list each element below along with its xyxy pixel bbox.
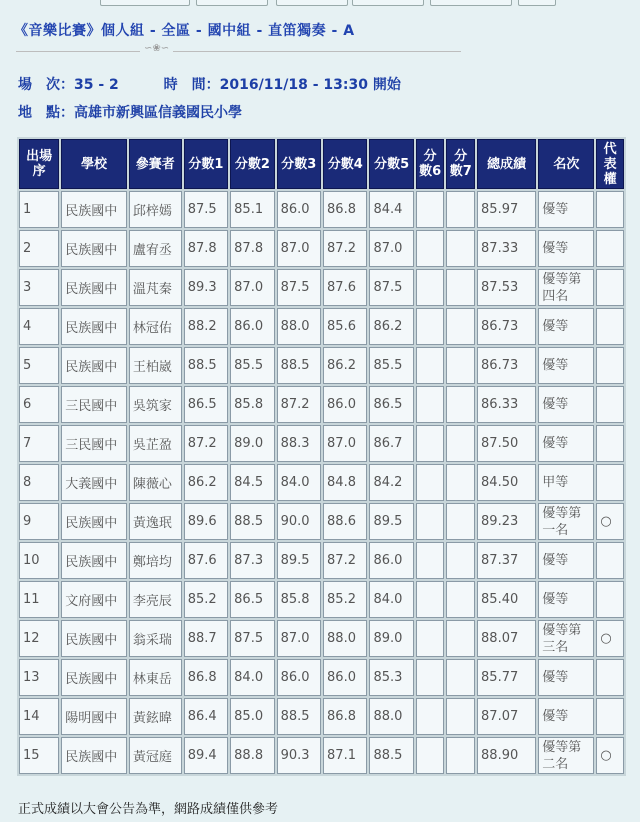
score4-cell: 85.2 [323,581,367,618]
rep-cell: ○ [596,503,624,540]
total-cell: 85.97 [477,191,536,228]
score2-cell: 86.5 [230,581,274,618]
rank-cell: 優等第 二名 [538,737,594,774]
score7-cell [446,464,475,501]
seq-cell: 11 [19,581,59,618]
header-score6: 分 數6 [416,139,445,189]
score7-cell [446,542,475,579]
total-cell: 89.23 [477,503,536,540]
school-cell: 三民國中 [61,386,127,423]
total-cell: 88.90 [477,737,536,774]
score5-cell: 88.5 [369,737,413,774]
page-title: 《音樂比賽》個人組 - 全區 - 國中組 - 直笛獨奏 - A [14,23,355,39]
score6-cell [416,191,445,228]
score3-cell: 87.2 [277,386,321,423]
score3-cell: 87.0 [277,230,321,267]
score1-cell: 87.8 [184,230,228,267]
score6-cell [416,581,445,618]
score6-cell [416,698,445,735]
header-score7: 分 數7 [446,139,475,189]
score4-cell: 87.6 [323,269,367,306]
rank-cell: 優等 [538,425,594,462]
rep-cell: ○ [596,737,624,774]
score3-cell: 88.5 [277,347,321,384]
seq-cell: 10 [19,542,59,579]
table-row [19,542,624,579]
score1-cell: 89.6 [184,503,228,540]
name-cell: 溫芃秦 [129,269,182,306]
rank-cell: 優等 [538,698,594,735]
rank-cell: 優等 [538,659,594,696]
name-cell: 林東岳 [129,659,182,696]
top-tab[interactable] [100,0,190,6]
table-row [19,308,624,345]
school-cell: 三民國中 [61,425,127,462]
top-tab[interactable] [518,0,556,6]
score6-cell [416,659,445,696]
score7-cell [446,698,475,735]
table-row [19,659,624,696]
score2-cell: 89.0 [230,425,274,462]
header-score4: 分數4 [323,139,367,189]
score2-cell: 86.0 [230,308,274,345]
school-cell: 民族國中 [61,620,127,657]
score5-cell: 85.5 [369,347,413,384]
score2-cell: 84.5 [230,464,274,501]
rep-cell [596,191,624,228]
rep-cell [596,581,624,618]
seq-cell: 14 [19,698,59,735]
header-name: 參賽者 [129,139,182,189]
top-tab-strip [0,0,640,8]
score6-cell [416,464,445,501]
score2-cell: 84.0 [230,659,274,696]
score1-cell: 86.5 [184,386,228,423]
score6-cell [416,308,445,345]
name-cell: 王柏崴 [129,347,182,384]
header-score1: 分數1 [184,139,228,189]
score7-cell [446,191,475,228]
rep-cell [596,269,624,306]
seq-cell: 8 [19,464,59,501]
header-score5: 分數5 [369,139,413,189]
rank-cell: 優等 [538,581,594,618]
score7-cell [446,581,475,618]
score2-cell: 85.5 [230,347,274,384]
score5-cell: 85.3 [369,659,413,696]
score4-cell: 88.0 [323,620,367,657]
rank-cell: 優等 [538,542,594,579]
rep-cell [596,230,624,267]
rank-cell: 甲等 [538,464,594,501]
name-cell: 吳芷盈 [129,425,182,462]
score2-cell: 87.8 [230,230,274,267]
school-cell: 民族國中 [61,191,127,228]
score7-cell [446,269,475,306]
score7-cell [446,503,475,540]
divider-ornament: ∽❀∽ [140,43,173,54]
score5-cell: 84.2 [369,464,413,501]
seq-cell: 1 [19,191,59,228]
score5-cell: 86.5 [369,386,413,423]
header-rep: 代 表 權 [596,139,624,189]
name-cell: 黃冠庭 [129,737,182,774]
name-cell: 黃逸珉 [129,503,182,540]
score2-cell: 85.8 [230,386,274,423]
score7-cell [446,308,475,345]
results-table [17,137,626,776]
total-cell: 88.07 [477,620,536,657]
school-cell: 陽明國中 [61,698,127,735]
top-tab[interactable] [352,0,424,6]
total-cell: 87.07 [477,698,536,735]
header-score2: 分數2 [230,139,274,189]
score6-cell [416,230,445,267]
score5-cell: 87.0 [369,230,413,267]
score2-cell: 85.0 [230,698,274,735]
top-tab[interactable] [430,0,512,6]
table-row [19,425,624,462]
header-school: 學校 [61,139,127,189]
total-cell: 87.37 [477,542,536,579]
score1-cell: 88.5 [184,347,228,384]
score5-cell: 87.5 [369,269,413,306]
header-row [19,139,624,189]
score5-cell: 86.0 [369,542,413,579]
name-cell: 盧宥丞 [129,230,182,267]
table-row [19,698,624,735]
total-cell: 86.33 [477,386,536,423]
score3-cell: 88.0 [277,308,321,345]
score4-cell: 85.6 [323,308,367,345]
score3-cell: 85.8 [277,581,321,618]
rank-cell: 優等 [538,191,594,228]
score6-cell [416,737,445,774]
score3-cell: 88.3 [277,425,321,462]
total-cell: 86.73 [477,308,536,345]
rep-cell [596,659,624,696]
score2-cell: 87.3 [230,542,274,579]
score1-cell: 89.3 [184,269,228,306]
rep-cell [596,464,624,501]
score1-cell: 88.7 [184,620,228,657]
score1-cell: 87.5 [184,191,228,228]
score1-cell: 86.8 [184,659,228,696]
score4-cell: 86.2 [323,347,367,384]
total-cell: 85.77 [477,659,536,696]
school-cell: 民族國中 [61,308,127,345]
seq-cell: 12 [19,620,59,657]
footer-note: 正式成績以大會公告為準，網路成績僅供參考 [18,802,279,817]
score2-cell: 87.5 [230,620,274,657]
school-cell: 民族國中 [61,737,127,774]
seq-cell: 5 [19,347,59,384]
school-cell: 民族國中 [61,269,127,306]
header-score3: 分數3 [277,139,321,189]
total-cell: 85.40 [477,581,536,618]
score4-cell: 84.8 [323,464,367,501]
total-cell: 87.33 [477,230,536,267]
name-cell: 翁采瑞 [129,620,182,657]
score7-cell [446,347,475,384]
score6-cell [416,620,445,657]
table-row [19,581,624,618]
score5-cell: 89.0 [369,620,413,657]
score7-cell [446,737,475,774]
score1-cell: 85.2 [184,581,228,618]
score2-cell: 85.1 [230,191,274,228]
rank-cell: 優等第 三名 [538,620,594,657]
name-cell: 鄭培均 [129,542,182,579]
rank-cell: 優等 [538,347,594,384]
score4-cell: 86.8 [323,191,367,228]
header-seq: 出場 序 [19,139,59,189]
score6-cell [416,425,445,462]
school-cell: 民族國中 [61,347,127,384]
name-cell: 邱梓嫣 [129,191,182,228]
seq-cell: 13 [19,659,59,696]
score5-cell: 84.4 [369,191,413,228]
score7-cell [446,659,475,696]
seq-cell: 6 [19,386,59,423]
name-cell: 林冠佑 [129,308,182,345]
school-cell: 民族國中 [61,542,127,579]
rank-cell: 優等第 一名 [538,503,594,540]
seq-cell: 4 [19,308,59,345]
seq-cell: 3 [19,269,59,306]
rank-cell: 優等 [538,308,594,345]
table-row [19,230,624,267]
header-rank: 名次 [538,139,594,189]
score4-cell: 87.0 [323,425,367,462]
total-cell: 86.73 [477,347,536,384]
score4-cell: 87.2 [323,542,367,579]
school-cell: 文府國中 [61,581,127,618]
rep-cell [596,542,624,579]
time-info: 時 間：2016/11/18 - 13:30 開始 [163,77,401,93]
score6-cell [416,542,445,579]
table-row [19,386,624,423]
score2-cell: 87.0 [230,269,274,306]
score6-cell [416,503,445,540]
score7-cell [446,386,475,423]
seq-cell: 15 [19,737,59,774]
rank-cell: 優等 [538,386,594,423]
score3-cell: 86.0 [277,191,321,228]
school-cell: 民族國中 [61,230,127,267]
school-cell: 民族國中 [61,659,127,696]
seq-cell: 2 [19,230,59,267]
table-row [19,737,624,774]
score5-cell: 84.0 [369,581,413,618]
score3-cell: 86.0 [277,659,321,696]
score3-cell: 84.0 [277,464,321,501]
score1-cell: 87.2 [184,425,228,462]
score3-cell: 87.0 [277,620,321,657]
session-time-line [18,74,401,94]
rank-cell: 優等第 四名 [538,269,594,306]
score4-cell: 86.0 [323,386,367,423]
score1-cell: 87.6 [184,542,228,579]
score3-cell: 87.5 [277,269,321,306]
table-row [19,191,624,228]
total-cell: 87.50 [477,425,536,462]
score4-cell: 86.8 [323,698,367,735]
header-total: 總成績 [477,139,536,189]
score4-cell: 87.2 [323,230,367,267]
score2-cell: 88.5 [230,503,274,540]
score7-cell [446,620,475,657]
seq-cell: 7 [19,425,59,462]
table-row [19,269,624,306]
score5-cell: 89.5 [369,503,413,540]
score2-cell: 88.8 [230,737,274,774]
score3-cell: 90.3 [277,737,321,774]
rank-cell: 優等 [538,230,594,267]
score7-cell [446,425,475,462]
rep-cell [596,347,624,384]
name-cell: 吳筑家 [129,386,182,423]
score5-cell: 86.2 [369,308,413,345]
name-cell: 李亮辰 [129,581,182,618]
rep-cell [596,698,624,735]
title-divider [16,51,461,52]
top-tab[interactable] [196,0,268,6]
score6-cell [416,269,445,306]
score1-cell: 88.2 [184,308,228,345]
name-cell: 黃鉉暐 [129,698,182,735]
rep-cell [596,308,624,345]
score7-cell [446,230,475,267]
total-cell: 87.53 [477,269,536,306]
school-cell: 民族國中 [61,503,127,540]
score3-cell: 90.0 [277,503,321,540]
total-cell: 84.50 [477,464,536,501]
score1-cell: 86.2 [184,464,228,501]
rep-cell: ○ [596,620,624,657]
rep-cell [596,386,624,423]
score3-cell: 88.5 [277,698,321,735]
score5-cell: 86.7 [369,425,413,462]
score6-cell [416,386,445,423]
score3-cell: 89.5 [277,542,321,579]
score5-cell: 88.0 [369,698,413,735]
name-cell: 陳薇心 [129,464,182,501]
score6-cell [416,347,445,384]
top-tab[interactable] [276,0,348,6]
rep-cell [596,425,624,462]
score1-cell: 86.4 [184,698,228,735]
score4-cell: 86.0 [323,659,367,696]
session-info: 場 次：35 - 2 [18,77,119,93]
seq-cell: 9 [19,503,59,540]
table-row [19,620,624,657]
location-info: 地 點：高雄市新興區信義國民小學 [18,105,242,121]
score4-cell: 88.6 [323,503,367,540]
score1-cell: 89.4 [184,737,228,774]
table-row [19,503,624,540]
school-cell: 大義國中 [61,464,127,501]
table-row [19,347,624,384]
score4-cell: 87.1 [323,737,367,774]
table-row [19,464,624,501]
